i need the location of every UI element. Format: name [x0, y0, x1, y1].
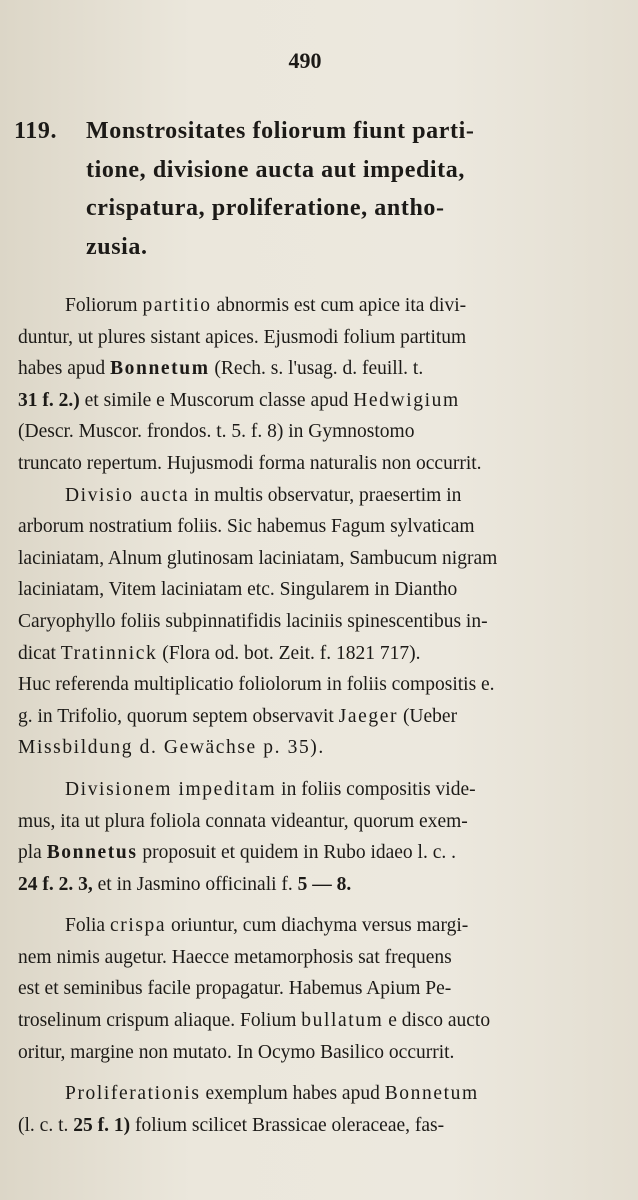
heading-line: Monstrositates foliorum fiunt parti-	[86, 118, 475, 144]
text-line: pla Bonnetus proposuit et quidem in Rubo idaeo l. c. .	[18, 842, 457, 864]
text-line: g. in Trifolio, quorum septem observavit Jaeger (Ueber	[18, 705, 458, 727]
text-line: dicat Tratinnick (Flora od. bot. Zeit. f. 1821 717).	[18, 642, 421, 664]
text-line: Huc referenda multiplicatio foliolorum in foliis compositis e.	[18, 674, 495, 696]
text-line: arborum nostratium foliis. Sic habemus Fagum sylvaticam	[18, 516, 475, 538]
section-number: 119.	[14, 118, 58, 144]
heading-line: crispatura, proliferatione, antho-	[86, 195, 445, 221]
text-line: Foliorum partitio abnormis est cum apice ita divi-	[65, 295, 467, 316]
paragraph-proliferatio	[18, 1078, 623, 1141]
text-line: est et seminibus facile propagatur. Habemus Apium Pe-	[18, 978, 452, 1000]
text-line: Folia crispa oriuntur, cum diachyma versus margi-	[65, 915, 469, 937]
paragraph-divisio-impedita	[18, 774, 623, 900]
text-line: Proliferationis exemplum habes apud Bonnetum	[65, 1083, 479, 1105]
text-line: 31 f. 2.) et simile e Muscorum classe apud Hedwigium	[18, 389, 460, 411]
text-line: duntur, ut plures sistant apices. Ejusmodi folium partitum	[18, 326, 467, 348]
heading-line: tione, divisione aucta aut impedita,	[86, 156, 465, 183]
text-line: (l. c. t. 25 f. 1) folium scilicet Brassicae oleraceae, fas-	[18, 1114, 445, 1136]
paragraph-partitio	[18, 290, 623, 480]
paragraph-crispatura	[18, 910, 623, 1068]
text-line: 24 f. 2. 3, et in Jasmino officinali f. 5 — 8.	[18, 873, 352, 895]
section-heading	[14, 112, 614, 266]
text-line: laciniatam, Vitem laciniatam etc. Singularem in Diantho	[18, 579, 458, 601]
text-line: mus, ita ut plura foliola connata videantur, quorum exem-	[18, 810, 468, 832]
text-line: troselinum crispum aliaque. Folium bullatum e disco aucto	[18, 1010, 491, 1032]
text-line: Caryophyllo foliis subpinnatifidis laciniis spinescentibus in-	[18, 610, 488, 632]
text-line: laciniatam, Alnum glutinosam laciniatam, Sambucum nigram	[18, 547, 498, 569]
text-line: truncato repertum. Hujusmodi forma naturalis non occurrit.	[18, 452, 482, 474]
paragraph-divisio-aucta	[18, 480, 623, 764]
body-text	[18, 290, 623, 1141]
text-line: Divisionem impeditam in foliis compositis vide-	[65, 778, 476, 800]
text-line: (Descr. Muscor. frondos. t. 5. f. 8) in Gymnostomo	[18, 421, 415, 443]
heading-line: zusia.	[86, 233, 148, 260]
text-line: habes apud Bonnetum (Rech. s. l'usag. d. feuill. t.	[18, 358, 424, 380]
text-line: oritur, margine non mutato. In Ocymo Basilico occurrit.	[18, 1041, 455, 1063]
page-number: 490	[288, 48, 322, 73]
text-line: Divisio aucta in multis observatur, praesertim in	[65, 484, 462, 506]
text-line: nem nimis augetur. Haecce metamorphosis sat frequens	[18, 946, 452, 968]
text-line: Missbildung d. Gewächse p. 35).	[18, 737, 325, 759]
